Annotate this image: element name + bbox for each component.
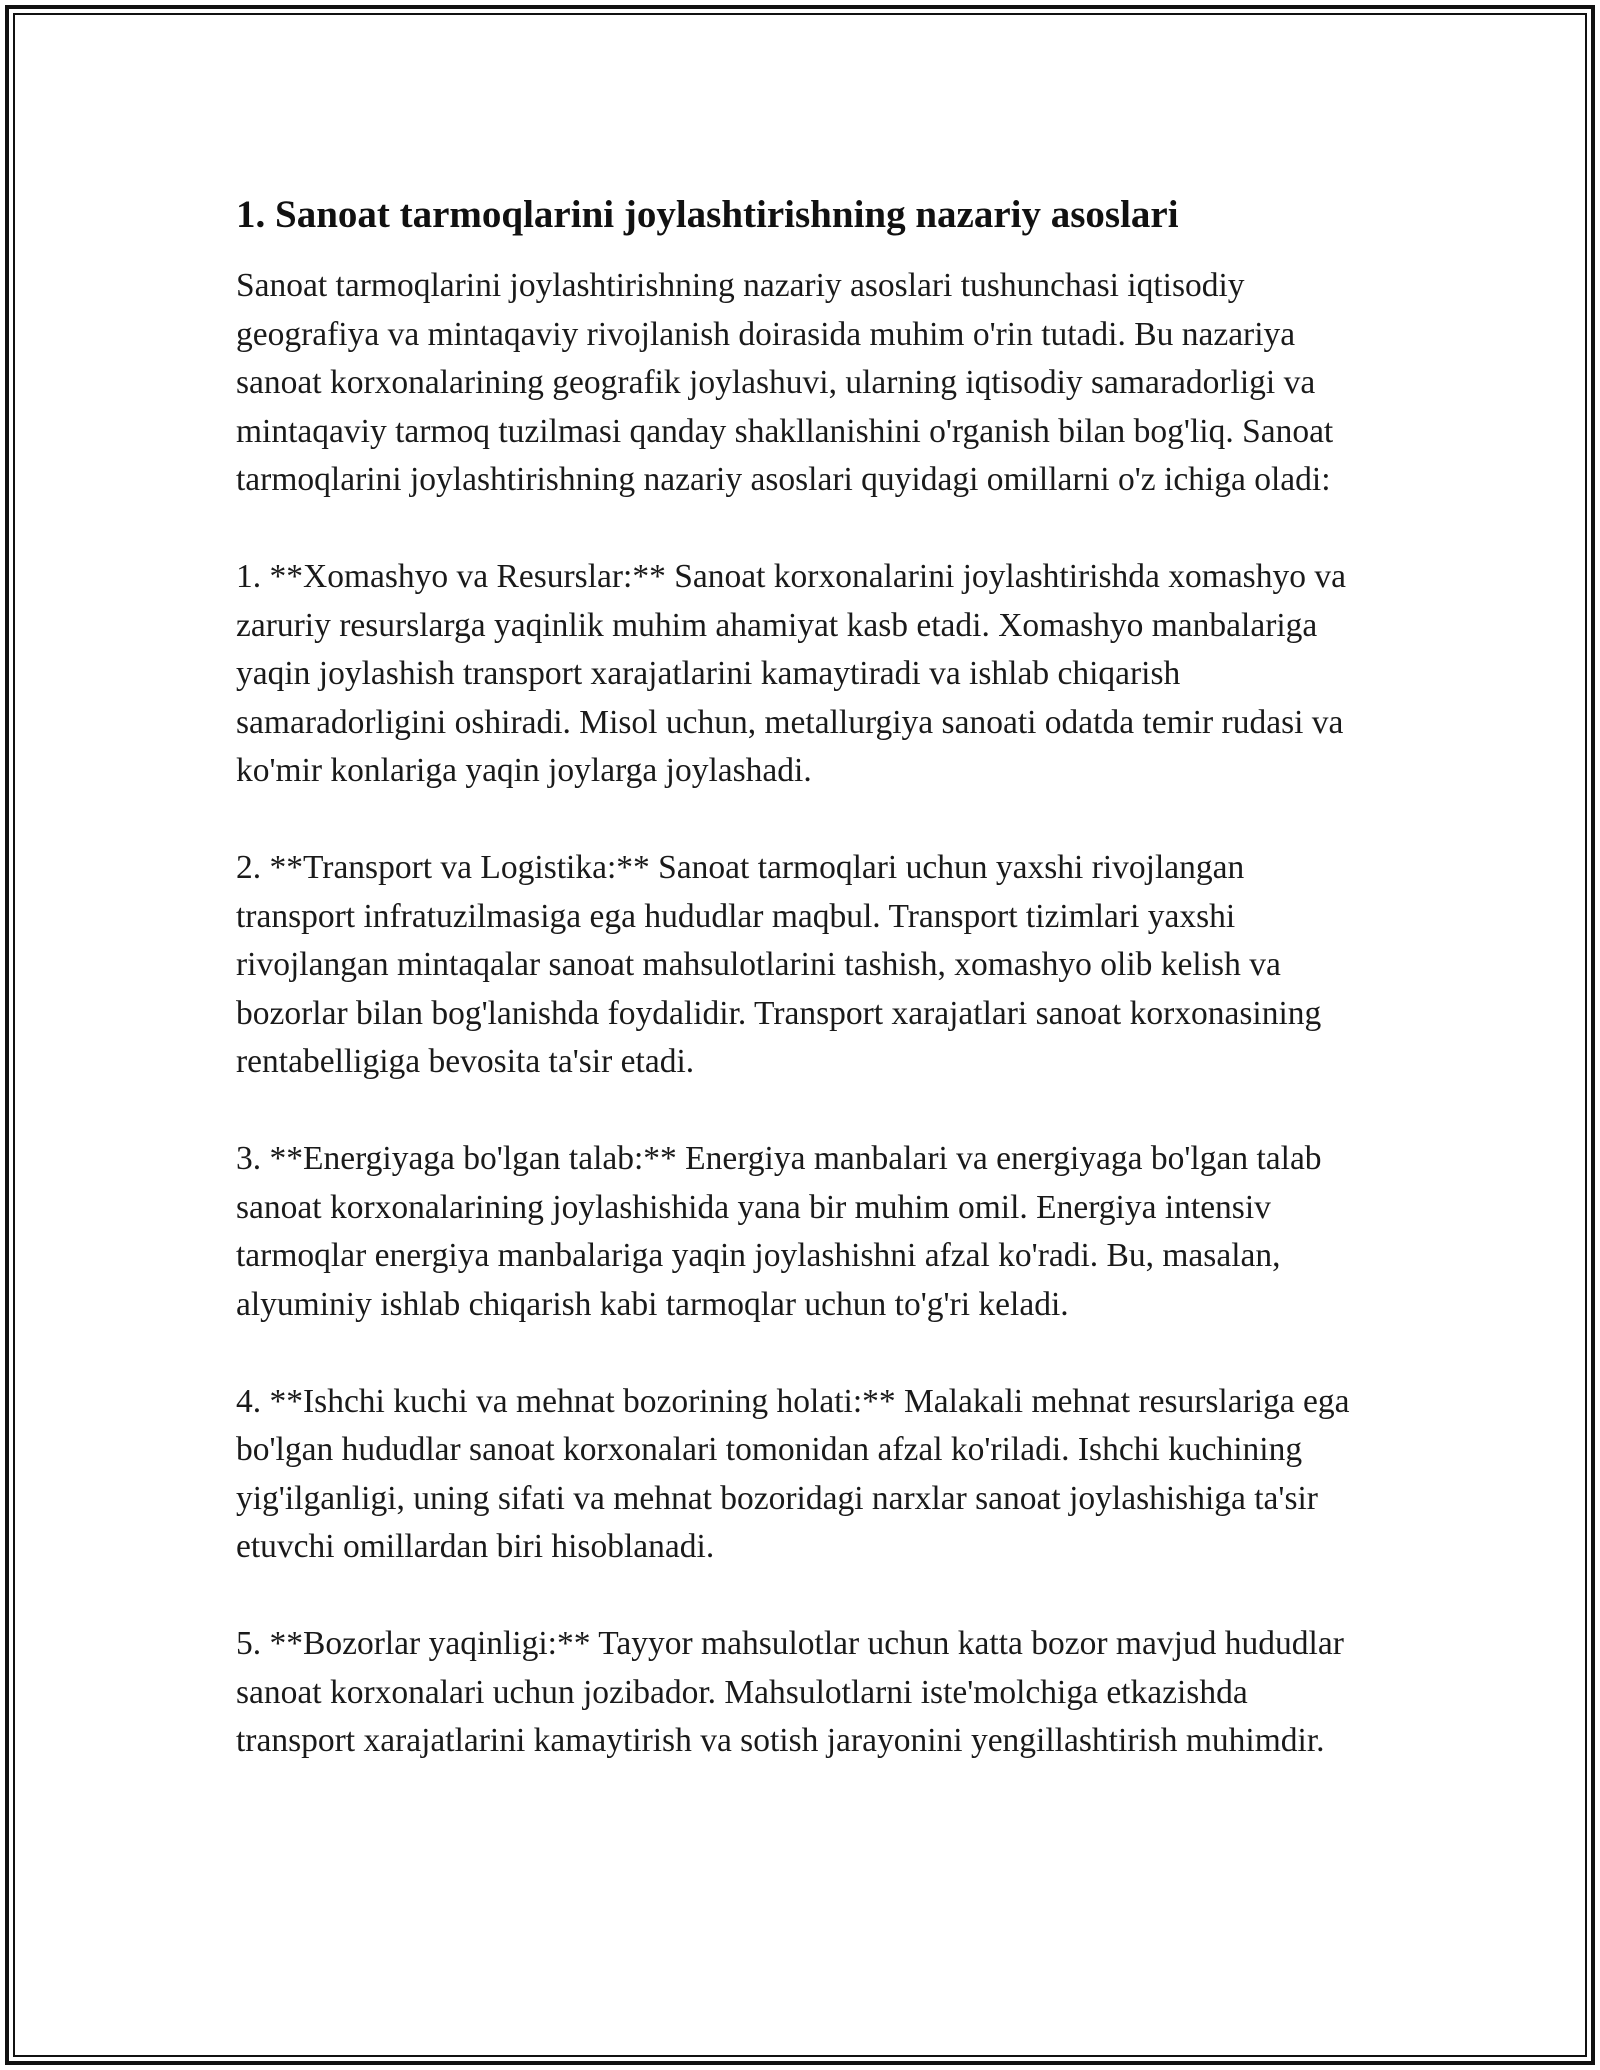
intro-paragraph: Sanoat tarmoqlarini joylashtirishning nazariy asoslari tushunchasi iqtisodiy geografiya va mintaqaviy rivojlanish doirasida muhim o'rin tutadi. Bu nazariya sanoat korxonalarining geografik joylashuvi, ularning iqtisodiy samaradorligi va mintaqaviy tarmoq tuzilmasi qanday shakllanishini o'rganish bilan bog'liq. Sanoat tarmoqlarini joylashtirishning nazariy asoslari quyidagi omillarni o'z ichiga oladi: xyxy=(236,267,1334,498)
list-item: 2. **Transport va Logistika:** Sanoat tarmoqlari uchun yaxshi rivojlangan transport infratuzilmasiga ega hududlar maqbul. Transport tizimlari yaxshi rivojlangan mintaqalar sanoat mahsulotlarini tashish, xomashyo olib kelish va bozorlar bilan bog'lanishda foydalidir. Transport xarajatlari sanoat korxonasining rentabelligiga bevosita ta'sir etadi. xyxy=(236,849,1322,1080)
section-heading: 1. Sanoat tarmoqlarini joylashtirishning nazariy asoslari xyxy=(236,193,1179,236)
document-body xyxy=(236,186,1371,1766)
list-item: 5. **Bozorlar yaqinligi:** Tayyor mahsulotlar uchun katta bozor mavjud hududlar sanoat korxonalari uchun jozibador. Mahsulotlarni iste'molchiga etkazishda transport xarajatlarini kamaytirish va sotish jarayonini yengillashtirish muhimdir. xyxy=(236,1625,1344,1759)
list-item: 1. **Xomashyo va Resurslar:** Sanoat korxonalarini joylashtirishda xomashyo va zaruriy resurslarga yaqinlik muhim ahamiyat kasb etadi. Xomashyo manbalariga yaqin joylashish transport xarajatlarini kamaytiradi va ishlab chiqarish samaradorligini oshiradi. Misol uchun, metallurgiya sanoati odatda temir rudasi va ko'mir konlariga yaqin joylarga joylashadi. xyxy=(236,558,1346,789)
list-item: 3. **Energiyaga bo'lgan talab:** Energiya manbalari va energiyaga bo'lgan talab sanoat korxonalarining joylashishida yana bir muhim omil. Energiya intensiv tarmoqlar energiya manbalariga yaqin joylashishni afzal ko'radi. Bu, masalan, alyuminiy ishlab chiqarish kabi tarmoqlar uchun to'g'ri keladi. xyxy=(236,1140,1322,1323)
list-item: 4. **Ishchi kuchi va mehnat bozorining holati:** Malakali mehnat resurslariga ega bo'lgan hududlar sanoat korxonalari tomonidan afzal ko'riladi. Ishchi kuchining yig'ilganligi, uning sifati va mehnat bozoridagi narxlar sanoat joylashishiga ta'sir etuvchi omillardan biri hisoblanadi. xyxy=(236,1382,1350,1565)
